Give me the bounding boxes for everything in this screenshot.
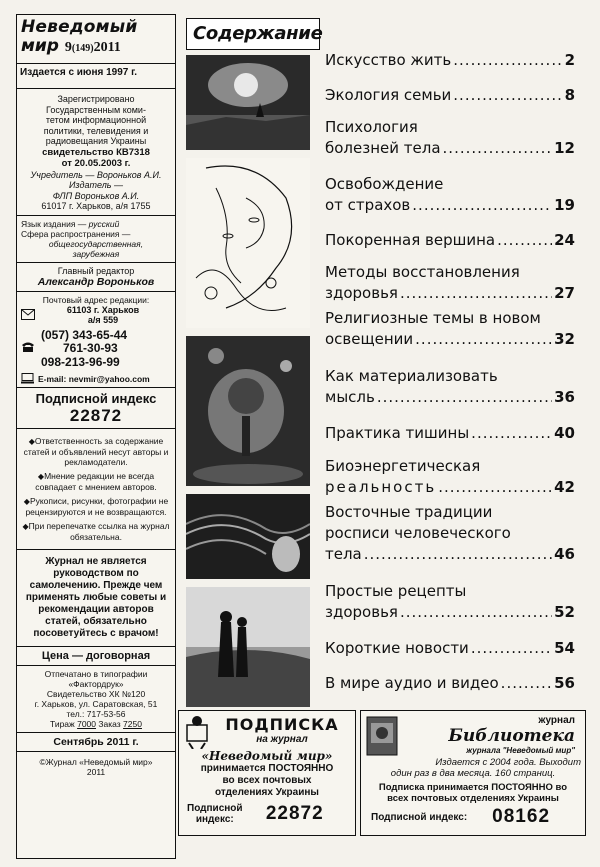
illustrations [186,55,310,715]
toc-item[interactable]: В мире аудио и видео ..... 56 [325,673,575,694]
magazine-title-2: мир 9(149)2011 [21,36,121,56]
contents-title: Содержание [186,18,320,50]
subscription-index: Подписной индекс 22872 [17,388,175,429]
magazine-title: Неведомый [21,17,138,37]
registration: Зарегистрировано Государственным коми- тетом информационной политики, телевидения и радиовещания Украины свидетельство КВ7318 от 20.05.2003 г. Учредитель — Вороньков А.И. Издатель — ФЛП Вороньков А.И. 61017 г. Харьков, а/я 1755 [17,89,175,216]
disclaimers: ◆Ответственность за содержание статей и объявлений несут авторы и рекламодатели. ◆Мнение редакции не всегда совпадает с мнением авторов. ◆Рукописи, рисунки, фотографии не рецензируются и не возвращаются. ◆При перепечатке ссылка на журнал обязательна. [17,429,175,550]
printing-info: Отпечатано в типографии «Фактордрук» Свидетельство ХК №120 г. Харьков, ул. Саратовская, 51 тел.: 717-53-56 Тираж 7000 Заказ 7250 [17,666,175,733]
toc-item[interactable]: Искусство жить ..... 2 [325,50,575,71]
faces-line-drawing [186,158,310,328]
price: Цена — договорная [17,647,175,666]
book-cover-icon [365,715,403,757]
contacts: Почтовый адрес редакции: 61103 г. Харьков а/я 559 (057) 343-65-44 761-30-93 098-213-96-99 E-mail: nevmir@yahoo.com [17,292,175,389]
woman-hair-illustration [186,494,310,579]
toc-item[interactable]: Биоэнергетическая реальность ..... 42 [325,456,575,498]
subscription-index-1: 22872 [265,803,324,824]
language-info: Язык издания — русский Сфера распространения — общегосударственная, зарубежная [17,216,175,263]
toc-item[interactable]: Психология болезней тела ..... 12 [325,117,575,159]
toc-item[interactable]: Восточные традиции росписи человеческого тела ..... 46 [325,502,575,565]
toc-item[interactable]: Методы восстановления здоровья ..... 27 [325,262,575,304]
envelope-icon [21,309,35,320]
editor-info: Главный редактор Александр Вороньков [17,263,175,292]
copyright: ©Журнал «Неведомый мир» 2011 [39,757,153,777]
phone-icon [21,341,35,353]
masthead [17,15,175,89]
email: E-mail: nevmir@yahoo.com [38,373,150,384]
toc-item[interactable]: Освобождение от страхов ..... 19 [325,174,575,216]
masthead-column [16,14,176,859]
toc-item[interactable]: Как материализовать мысль ..... 36 [325,366,575,408]
toc-item[interactable]: Религиозные темы в новом освещении ..... 32 [325,308,575,350]
sunset-meditation-illustration [186,55,310,150]
since-text: Издается с июня 1997 г. [16,63,176,78]
subscription-index-2: 08162 [492,806,551,827]
phone-numbers: (057) 343-65-44 761-30-93 098-213-96-99 [41,327,128,369]
toc-item[interactable]: Экология семьи ..... 8 [325,85,575,106]
subscription-box-magazine: ПОДПИСКА на журнал «Неведомый мир» принимается ПОСТОЯННО во всех почтовых отделениях Украины Подписной индекс: 22872 [178,710,356,836]
issue-number: 9(149)2011 [64,40,121,55]
reader-icon [183,715,213,749]
issue-date: Сентябрь 2011 г. [17,733,175,752]
toc-item[interactable]: Покоренная вершина ..... 24 [325,230,575,251]
couple-silhouette-photo [186,587,310,707]
subscription-box-library: журнал Библиотека журнала "Неведомый мир" Издается с 2004 года. Выходит один раз в два месяца. 160 страниц. Подписка принимается ПОСТОЯННО во всех почтовых отделениях Украины Подписной индекс: 08162 [360,710,586,836]
head-tree-illustration [186,336,310,486]
toc-item[interactable]: Короткие новости ..... 54 [325,638,575,659]
toc-item[interactable]: Простые рецепты здоровья ..... 52 [325,581,575,623]
toc-item[interactable]: Практика тишины ..... 40 [325,423,575,444]
computer-icon [21,373,34,384]
medical-warning: Журнал не является руководством по самолечению. Прежде чем применять любые советы и рекомендации авторов статей, обязательно посоветуйтесь с врачом! [17,550,175,647]
